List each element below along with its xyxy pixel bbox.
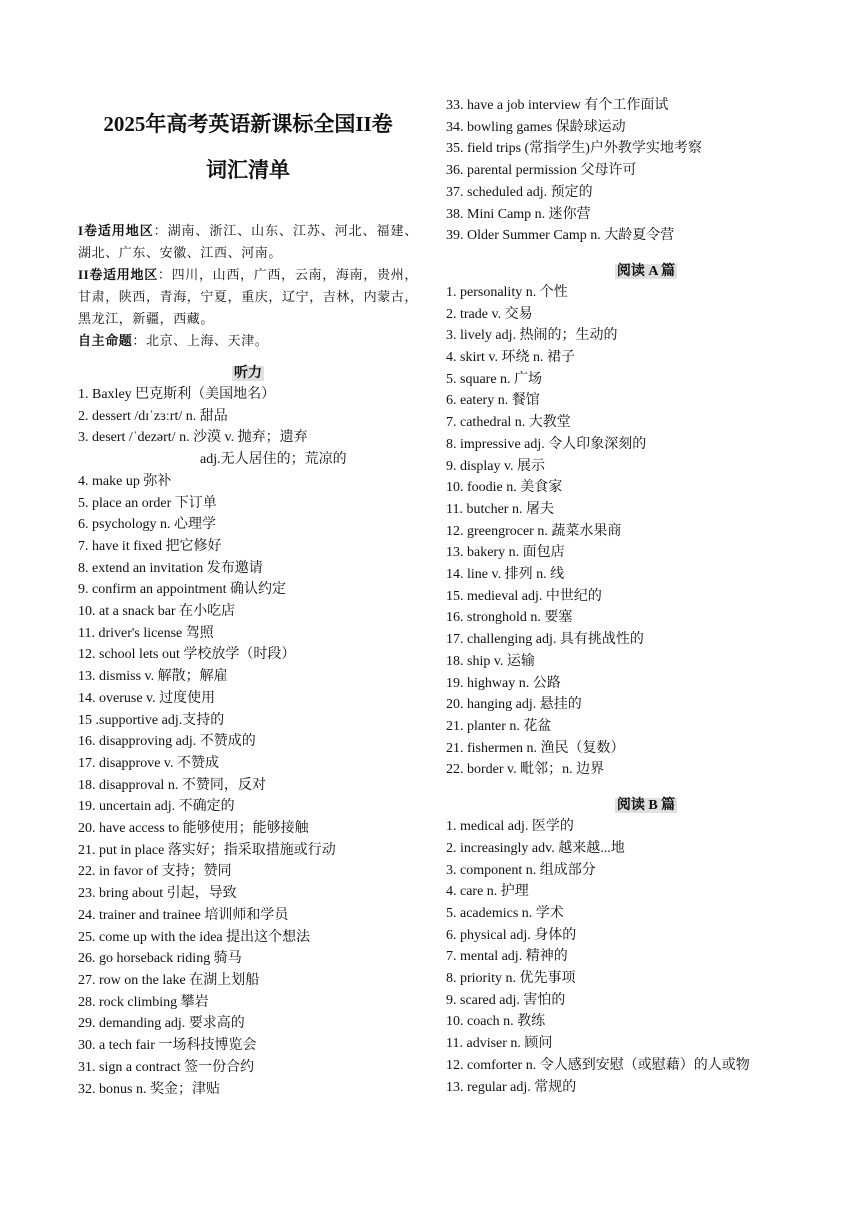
vocab-item: 11. butcher n. 屠夫: [446, 501, 554, 517]
vocab-item: 8. extend an invitation 发布邀请: [78, 560, 263, 576]
vocab-item: 17. disapprove v. 不赞成: [78, 755, 220, 771]
vocab-item: 7. mental adj. 精神的: [446, 949, 568, 965]
vocab-item: 7. cathedral n. 大教堂: [446, 415, 571, 431]
vocab-item: 33. have a job interview 有个工作面试: [446, 98, 669, 113]
vocab-item: 14. overuse v. 过度使用: [78, 690, 216, 706]
vocab-item: 35. field trips (常指学生)户外教学实地考察: [446, 141, 702, 157]
vocab-item-continuation: [78, 449, 418, 471]
vocab-item: 3. desert /ˈdezərt/ n. 沙漠 v. 抛弃；遗弃: [78, 430, 308, 446]
vocab-item: 5. square n. 广场: [446, 371, 543, 387]
vocab-item: 3. component n. 组成部分: [446, 862, 596, 878]
vocab-item: 19. highway n. 公路: [446, 675, 561, 691]
region-paper-1: [78, 220, 418, 264]
vocab-item: 11. adviser n. 顾问: [446, 1036, 553, 1052]
vocab-item: 10. at a snack bar 在小吃店: [78, 604, 236, 620]
vocab-item: 1. Baxley 巴克斯利（美国地名）: [78, 387, 276, 402]
vocab-list-listening-continued: [446, 95, 846, 247]
vocab-item: 13. regular adj. 常规的: [446, 1079, 577, 1095]
vocab-item: 13. bakery n. 面包店: [446, 545, 565, 561]
vocab-item: 22. border v. 毗邻；n. 边界: [446, 762, 605, 778]
vocab-item: 31. sign a contract 签一份合约: [78, 1059, 255, 1075]
vocab-item: 5. academics n. 学术: [446, 905, 564, 921]
vocab-item: 20. hanging adj. 悬挂的: [446, 697, 582, 713]
vocab-item-continuation-text: adj.无人居住的；荒凉的: [200, 452, 347, 468]
vocab-item: 15 .supportive adj.支持的: [78, 712, 225, 728]
region-label: 自主命题: [78, 333, 133, 348]
vocab-item: 28. rock climbing 攀岩: [78, 994, 209, 1010]
vocab-item: 19. uncertain adj. 不确定的: [78, 799, 235, 815]
vocab-list-reading-b: [446, 816, 846, 1098]
vocab-item: 6. eatery n. 餐馆: [446, 393, 540, 409]
vocab-item: 37. scheduled adj. 预定的: [446, 184, 593, 200]
vocab-item: 34. bowling games 保龄球运动: [446, 119, 626, 135]
document-title: 2025年高考英语新课标全国II卷: [103, 112, 393, 136]
vocab-item: 9. scared adj. 害怕的: [446, 992, 566, 1008]
region-label: II卷适用地区: [78, 267, 158, 282]
vocab-item: 26. go horseback riding 骑马: [78, 951, 242, 967]
vocab-item: 14. line v. 排列 n. 线: [446, 567, 565, 583]
vocab-item: 12. comforter n. 令人感到安慰（或慰藉）的人或物: [446, 1057, 750, 1073]
vocab-item: 21. put in place 落实好；指采取措施或行动: [78, 842, 336, 858]
vocab-item: 8. priority n. 优先事项: [446, 971, 576, 987]
section-heading-reading-a: 阅读 A 篇: [616, 263, 676, 279]
document-subtitle: 词汇清单: [206, 158, 290, 182]
region-text: ：北京、上海、天津。: [132, 333, 269, 348]
vocab-item: 9. confirm an appointment 确认约定: [78, 582, 287, 598]
vocab-item: 11. driver's license 驾照: [78, 625, 214, 641]
region-label: I卷适用地区: [78, 223, 154, 238]
vocab-item: 38. Mini Camp n. 迷你营: [446, 206, 591, 222]
vocab-item: 8. impressive adj. 令人印象深刻的: [446, 436, 647, 452]
vocab-item: 12. school lets out 学校放学（时段）: [78, 647, 296, 663]
vocab-item: 13. dismiss v. 解散；解雇: [78, 669, 228, 685]
vocab-item: 17. challenging adj. 具有挑战性的: [446, 632, 644, 648]
vocab-item: 29. demanding adj. 要求高的: [78, 1016, 245, 1032]
region-text: ：四川，山西，广西，云南，海南，贵州，甘肃，陕西，青海，宁夏，重庆，辽宁，吉林，内蒙古，黑龙江，新疆，西藏。: [78, 267, 419, 326]
vocab-item: 10. coach n. 教练: [446, 1014, 546, 1030]
region-paper-2: [78, 264, 418, 330]
vocab-item: 4. skirt v. 环绕 n. 裙子: [446, 350, 575, 366]
vocab-item: 12. greengrocer n. 蔬菜水果商: [446, 523, 622, 539]
section-heading-reading-b: 阅读 B 篇: [616, 798, 676, 814]
vocab-item: 15. medieval adj. 中世纪的: [446, 588, 602, 604]
vocab-item: 6. physical adj. 身体的: [446, 927, 577, 943]
vocab-item: 4. care n. 护理: [446, 884, 529, 900]
vocab-item: 16. stronghold n. 要塞: [446, 610, 573, 626]
vocab-item: 39. Older Summer Camp n. 大龄夏令营: [446, 228, 675, 244]
vocab-item: 20. have access to 能够使用；能够接触: [78, 821, 309, 837]
region-text: ：湖南、浙江、山东、江苏、河北、福建、湖北、广东、安徽、江西、河南。: [78, 223, 418, 260]
vocab-item: 2. increasingly adv. 越来越...地: [446, 840, 625, 856]
vocab-item: 22. in favor of 支持；赞同: [78, 864, 232, 880]
vocab-item: 2. trade v. 交易: [446, 306, 533, 322]
vocab-item: 10. foodie n. 美食家: [446, 480, 563, 496]
vocab-item: 18. disapproval n. 不赞同，反对: [78, 777, 266, 793]
vocab-list-reading-a: [446, 282, 846, 781]
vocab-item: 32. bonus n. 奖金；津贴: [78, 1081, 220, 1097]
region-info: [78, 220, 418, 352]
vocab-item: 18. ship v. 运输: [446, 653, 535, 669]
vocab-item: 21. planter n. 花盆: [446, 718, 552, 734]
vocab-item: 9. display v. 展示: [446, 458, 546, 474]
vocab-item: 24. trainer and trainee 培训师和学员: [78, 907, 289, 923]
right-column: [446, 0, 846, 1098]
vocab-item: 6. psychology n. 心理学: [78, 517, 217, 533]
vocab-item: 23. bring about 引起，导致: [78, 886, 237, 902]
vocab-item: 2. dessert /dɪˈzɜːrt/ n. 甜品: [78, 408, 228, 424]
section-heading-listening: 听力: [234, 366, 262, 381]
vocab-item: 27. row on the lake 在湖上划船: [78, 972, 260, 988]
vocab-item: 1. medical adj. 医学的: [446, 819, 574, 835]
vocab-item: 5. place an order 下订单: [78, 495, 217, 511]
vocab-item: 30. a tech fair 一场科技博览会: [78, 1038, 257, 1054]
vocab-item: 25. come up with the idea 提出这个想法: [78, 929, 311, 945]
vocab-item: 1. personality n. 个性: [446, 284, 568, 300]
region-self: [78, 330, 418, 352]
vocab-item: 7. have it fixed 把它修好: [78, 538, 222, 554]
vocab-list-listening: [78, 384, 418, 1100]
vocab-item: 3. lively adj. 热闹的；生动的: [446, 328, 618, 344]
vocab-item: 4. make up 弥补: [78, 473, 172, 489]
left-column: [78, 0, 418, 1100]
vocab-item: 16. disapproving adj. 不赞成的: [78, 734, 256, 750]
vocab-item: 21. fishermen n. 渔民（复数）: [446, 740, 625, 756]
vocab-item: 36. parental permission 父母许可: [446, 163, 637, 179]
